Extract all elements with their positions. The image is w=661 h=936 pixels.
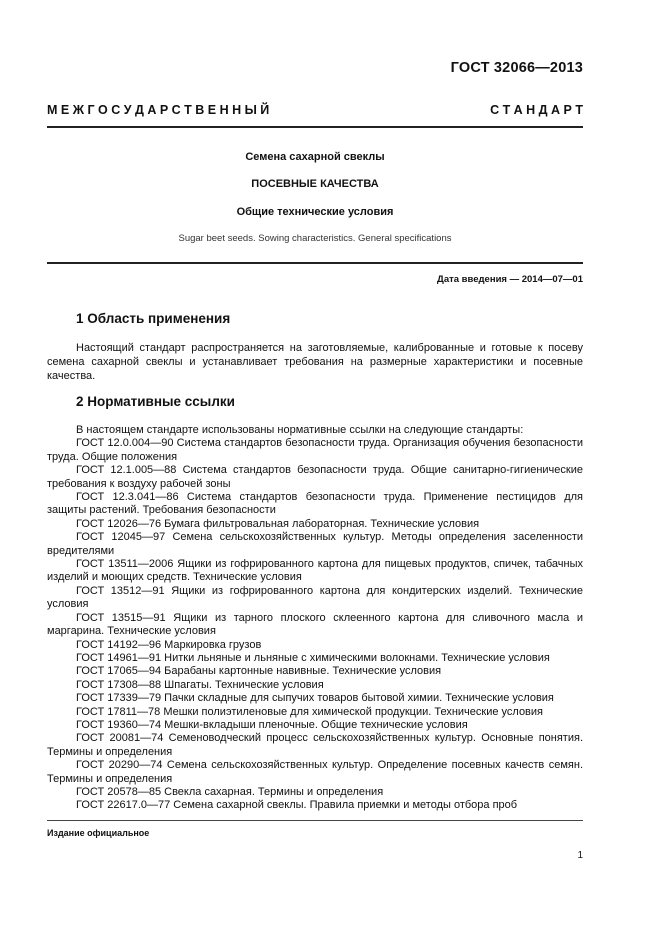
ref-item: ГОСТ 17339—79 Пачки складные для сыпучих товаров бытовой химии. Технические условия: [76, 692, 554, 705]
banner-word-2: С Т А Н Д А Р Т: [490, 103, 583, 117]
ref-item: ГОСТ 12045—97 Семена сельскохозяйственных культур. Методы определения заселенности вредителями: [47, 531, 583, 557]
ref-item: ГОСТ 12.3.041—86 Система стандартов безопасности труда. Применение пестицидов для защиты растений. Требования безопасности: [47, 491, 583, 517]
gost-code: ГОСТ 32066—2013: [450, 60, 583, 76]
standard-banner: [47, 103, 583, 117]
intro-date: Дата введения — 2014—07—01: [437, 274, 583, 285]
banner-word-1: М Е Ж Г О С У Д А Р С Т В Е Н Н Ы Й: [47, 103, 270, 117]
ref-item: ГОСТ 20081—74 Семеноводческий процесс сельскохозяйственных культур. Основные понятия. Термины и определения: [47, 732, 583, 758]
section-1-paragraph: Настоящий стандарт распространяется на заготовляемые, калиброванные и готовые к посеву семена сахарной свеклы и устанавливает требования на размерные характеристики и посевные качества.: [47, 342, 583, 382]
ref-item: ГОСТ 14192—96 Маркировка грузов: [76, 638, 262, 651]
ref-item: ГОСТ 19360—74 Мешки-вкладыши пленочные. Общие технические условия: [76, 718, 468, 731]
title-line-1: Семена сахарной свеклы: [245, 151, 385, 163]
footer-divider: [47, 820, 583, 821]
english-title: Sugar beet seeds. Sowing characteristics. General specifications: [178, 233, 452, 244]
ref-item: ГОСТ 17065—94 Барабаны картонные навивные. Технические условия: [76, 665, 442, 678]
ref-item: ГОСТ 13512—91 Ящики из гофрированного картона для кондитерских изделий. Технические условия: [47, 584, 583, 611]
ref-item: ГОСТ 17811—78 Мешки полиэтиленовые для химической продукции. Технические условия: [76, 705, 544, 718]
ref-item: ГОСТ 14961—91 Нитки льняные и льняные с химическими волокнами. Технические условия: [76, 651, 550, 664]
section-2-heading: 2 Нормативные ссылки: [76, 394, 235, 409]
section-1-text: [47, 341, 583, 383]
edition-note: Издание официальное: [47, 828, 150, 838]
ref-item: ГОСТ 17308—88 Шпагаты. Технические условия: [76, 678, 324, 691]
ref-item: ГОСТ 13515—91 Ящики из тарного плоского склеенного картона для сливочного масла и маргарина. Технические условия: [47, 611, 583, 638]
ref-item: ГОСТ 20578—85 Свекла сахарная. Термины и определения: [76, 785, 384, 798]
ref-item: ГОСТ 12026—76 Бумага фильтровальная лабораторная. Технические условия: [76, 517, 480, 530]
ref-item: ГОСТ 20290—74 Семена сельскохозяйственных культур. Определение посевных качеств семян. Термины и определения: [47, 759, 583, 785]
title-line-3: Общие технические условия: [236, 206, 394, 218]
ref-item: ГОСТ 12.0.004—90 Система стандартов безопасности труда. Организация обучения безопасности труда. Общие положения: [47, 437, 583, 463]
title-divider: [47, 262, 583, 264]
section-2-intro: В настоящем стандарте использованы нормативные ссылки на следующие стандарты:: [76, 424, 524, 436]
top-divider: [47, 126, 583, 128]
ref-item: ГОСТ 12.1.005—88 Система стандартов безопасности труда. Общие санитарно-гигиенические требования к воздуху рабочей зоны: [47, 464, 583, 490]
ref-item: ГОСТ 13511—2006 Ящики из гофрированного картона для пищевых продуктов, спичек, табачных изделий и моющих средств. Технические условия: [47, 558, 583, 584]
ref-item: ГОСТ 22617.0—77 Семена сахарной свеклы. Правила приемки и методы отбора проб: [76, 799, 518, 812]
section-1-heading: 1 Область применения: [76, 311, 231, 326]
title-line-2: ПОСЕВНЫЕ КАЧЕСТВА: [251, 178, 379, 190]
section-2-text: [47, 424, 583, 813]
page-number: 1: [577, 850, 583, 861]
